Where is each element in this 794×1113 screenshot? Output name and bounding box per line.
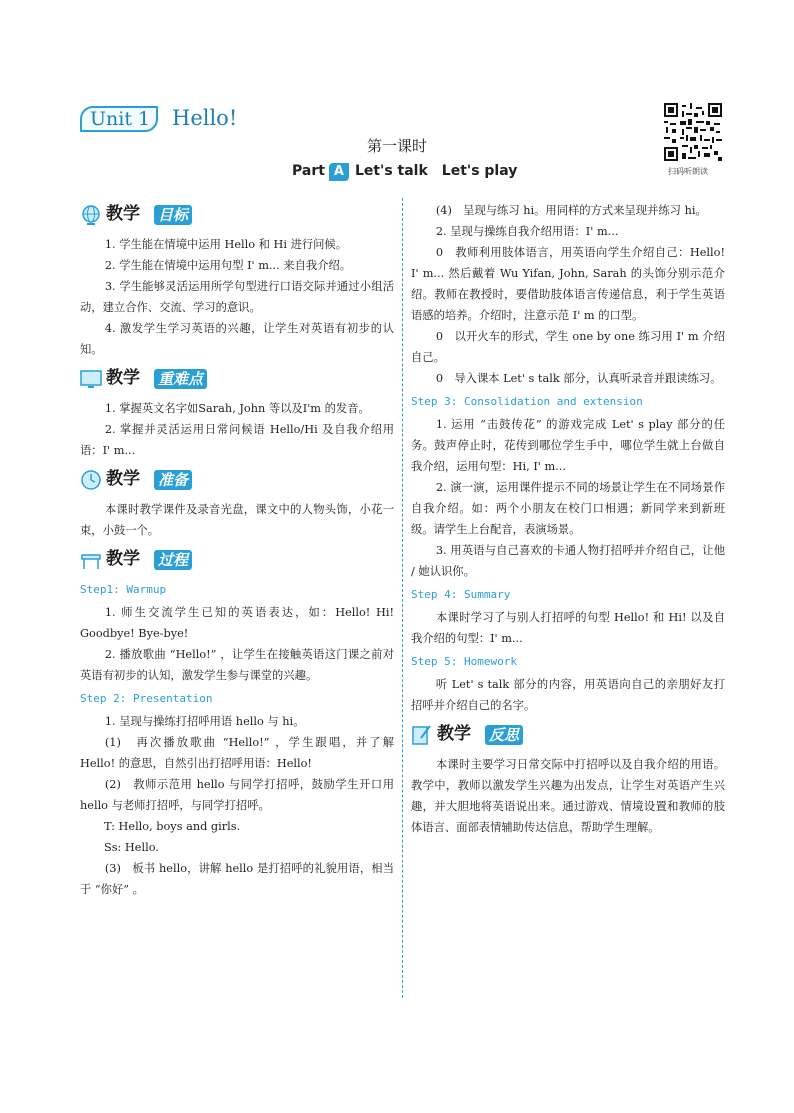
step5-para: 听 Let' s talk 部分的内容，用英语向自己的亲朋好友打招呼并介绍自己的名字。: [411, 678, 725, 712]
step-3-heading: Step 3: Consolidation and extension: [411, 395, 643, 408]
dialog-line: Ss: Hello.: [104, 841, 159, 854]
step1-para: 2. 播放歌曲 “Hello!” ，让学生在接触英语这门课之前对英语有初步的认知，激发学生参与课堂的兴趣。: [80, 648, 394, 682]
section-keypoints: [80, 366, 394, 394]
keypoint-item: 2. 掌握并灵活运用日常问候语 Hello/Hi 及自我介绍用语：I' m...: [80, 423, 394, 457]
step4-para: 本课时学习了与别人打招呼的句型 Hello! 和 Hi! 以及自我介绍的句型：I' m...: [411, 611, 725, 645]
section-prep: [80, 467, 394, 495]
section-reflection-title: 反思: [485, 725, 523, 745]
step-5-heading: Step 5: Homework: [411, 655, 517, 668]
reflection-text: 本课时主要学习日常交际中打招呼以及自我介绍的用语。教学中，教师以激发学生兴趣为出发点，让学生对英语产生兴趣，并大胆地将英语说出来。通过游戏、情境设置和教师的肢体语言、面部表情辅助传达信息，帮助学生理解。: [411, 758, 725, 834]
right-para: 0 导入课本 Let' s talk 部分，认真听录音并跟读练习。: [435, 372, 722, 385]
step3-para: 1. 运用 “击鼓传花” 的游戏完成 Let' s play 部分的任务。鼓声停止时，花传到哪位学生手中，哪位学生就上台做自我介绍，运用句型：Hi, I' m...: [411, 418, 725, 473]
keypoint-item: 1. 掌握英文名字如Sarah, John 等以及I'm 的发音。: [104, 402, 370, 415]
section-reflection: [411, 722, 725, 750]
part-play: Let's play: [441, 163, 518, 179]
step2-para: 1. 呈现与操练打招呼用语 hello 与 hi。: [104, 715, 305, 728]
monitor-icon: [80, 368, 102, 390]
right-para: (4) 呈现与练习 hi。用同样的方式来呈现并练习 hi。: [435, 204, 707, 217]
unit-title: Hello!: [172, 106, 238, 130]
step3-para: 2. 演一演，运用课件提示不同的场景让学生在不同场景作自我介绍。如：两个小朋友在校门口相遇；新同学来到新班级。请学生上台配音，表演场景。: [411, 481, 725, 536]
step-4-heading: Step 4: Summary: [411, 588, 511, 601]
section-goals-title: 目标: [154, 205, 192, 225]
step-1-heading: Step1: Warmup: [80, 583, 167, 596]
step2-para: (2) 教师示范用 hello 与同学打招呼，鼓励学生开口用 hello 与老师打招呼，与同学打招呼。: [80, 778, 394, 812]
step-2-heading: Step 2: Presentation: [80, 692, 213, 705]
step3-para: 3. 用英语与自己喜欢的卡通人物打招呼并介绍自己，让他 / 她认识你。: [411, 544, 725, 578]
section-goals: [80, 202, 394, 230]
right-para: 0 以开火车的形式，学生 one by one 练习用 I' m 介绍自己。: [411, 330, 725, 364]
section-keypoints-title: 重难点: [154, 369, 207, 389]
goal-item: 4. 激发学生学习英语的兴趣，让学生对英语有初步的认知。: [80, 322, 394, 356]
left-column: [80, 200, 394, 900]
section-process-prefix: 教学: [106, 549, 140, 569]
section-process-title: 过程: [154, 550, 192, 570]
clock-icon: [80, 469, 102, 491]
section-keypoints-prefix: 教学: [106, 368, 140, 388]
section-process: [80, 547, 394, 575]
globe-icon: [80, 204, 102, 226]
section-goals-prefix: 教学: [106, 204, 140, 224]
right-para: 2. 呈现与操练自我介绍用语：I' m...: [435, 225, 619, 238]
unit-badge: Unit 1: [80, 106, 158, 132]
parts-line: [292, 163, 517, 181]
goal-item: 2. 学生能在情境中运用句型 I' m... 来自我介绍。: [104, 259, 352, 272]
goal-item: 1. 学生能在情境中运用 Hello 和 Hi 进行问候。: [104, 238, 348, 251]
dialog-line: T: Hello, boys and girls.: [104, 820, 241, 833]
prep-text: 本课时教学课件及录音光盘，课文中的人物头饰，小花一束，小鼓一个。: [80, 503, 394, 537]
pen-icon: [411, 724, 433, 746]
section-prep-title: 准备: [154, 470, 192, 490]
step2-para: (3) 板书 hello，讲解 hello 是打招呼的礼貌用语，相当于 “你好” 。: [80, 862, 394, 896]
qr-caption: 扫码听朗读: [668, 167, 708, 176]
section-prep-prefix: 教学: [106, 469, 140, 489]
part-talk: Let's talk: [354, 163, 428, 179]
desk-icon: [80, 549, 102, 571]
goal-item: 3. 学生能够灵活运用所学句型进行口语交际并通过小组活动，建立合作、交流、学习的意识。: [80, 280, 394, 314]
part-letter-badge: A: [329, 163, 349, 181]
lesson-title: 第一课时: [366, 137, 427, 155]
qr-code-icon[interactable]: [664, 103, 722, 161]
step2-para: (1) 再次播放歌曲 “Hello!” ，学生跟唱，并了解 Hello! 的意思，自然引出打招呼用语：Hello!: [80, 736, 394, 770]
right-column: [411, 200, 725, 838]
section-reflection-prefix: 教学: [437, 724, 471, 744]
right-para: 0 教师利用肢体语言，用英语向学生介绍自己：Hello! I' m... 然后戴着 Wu Yifan, John, Sarah 的头饰分别示范介绍。教师在教授时，要借助肢体语言传递信息，利于学生英语语感的培养。介绍时，注意示范 I' m 的口型。: [411, 246, 725, 322]
step1-para: 1. 师生交流学生已知的英语表达，如：Hello! Hi! Goodbye! Bye-bye!: [80, 606, 394, 640]
part-prefix: Part: [292, 163, 325, 179]
column-divider: [402, 198, 403, 998]
